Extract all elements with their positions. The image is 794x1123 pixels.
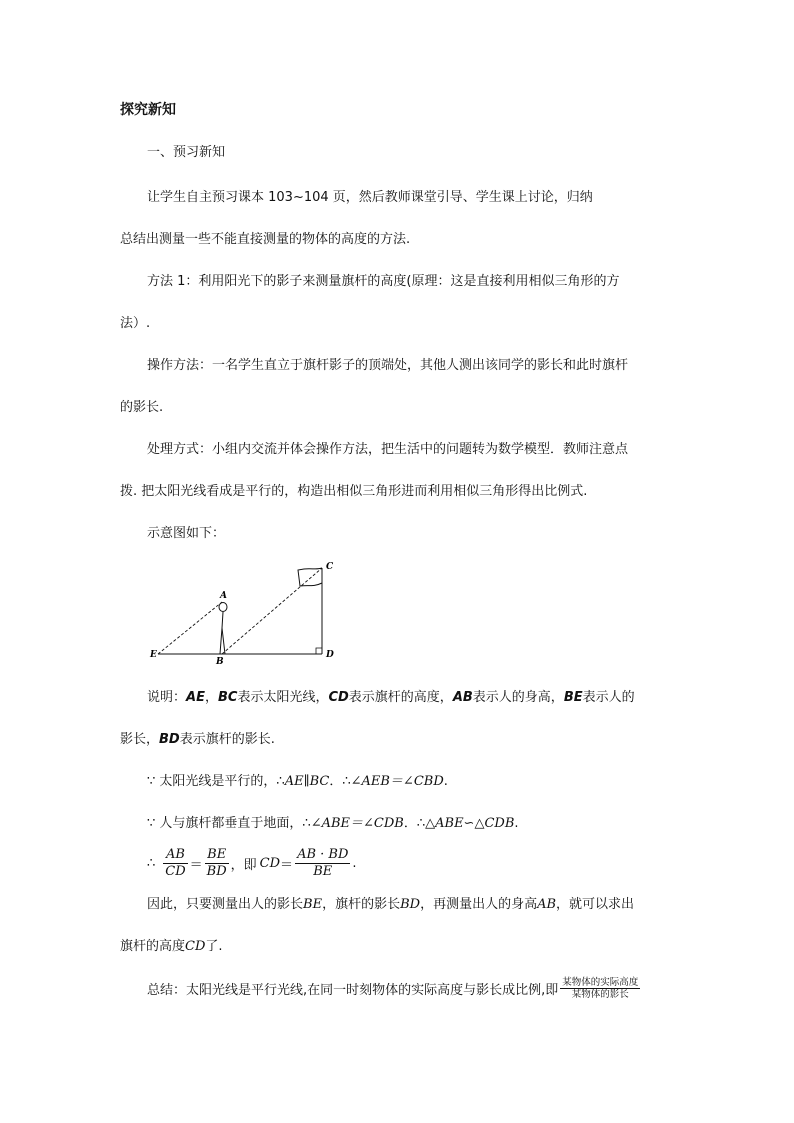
- person-leg-right: [222, 628, 225, 654]
- fraction-be-bd: $\frac{BE}{BD}$: [206, 846, 227, 879]
- conclusion-line-1: 因此，只要测量出人的影长BE，旗杆的影长BD，再测量出人的身高AB，就可以求出: [147, 897, 635, 912]
- label-b: B: [216, 657, 224, 667]
- proof-step-3: ∴ $\frac{AB}{CD}$ ＝ $\frac{BE}{BD}$ ，即 CD ＝ $\frac{AB \cdot BD}{BE}$ .: [147, 846, 357, 879]
- handling-line-2: 拨. 把太阳光线看成是平行的，构造出相似三角形进而利用相似三角形得出比例式.: [120, 484, 588, 499]
- explanation-line-1: 说明：AE，BC表示太阳光线，CD表示旗杆的高度，AB表示人的身高，BE表示人的: [147, 690, 635, 705]
- operation-line-2: 的影长.: [120, 400, 164, 415]
- intro-line-1: 让学生自主预习课本 103~104 页，然后教师课堂引导、学生课上讨论，归纳: [147, 190, 593, 205]
- method1-line-1: 方法 1：利用阳光下的影子来测量旗杆的高度(原理：这是直接利用相似三角形的方: [147, 274, 620, 289]
- explanation-line-2: 影长，BD表示旗杆的影长.: [120, 732, 275, 747]
- person-body: [222, 612, 223, 628]
- section-title: 一、预习新知: [147, 145, 226, 160]
- sunray-ea: [158, 602, 222, 654]
- proof-step-2: ∵ 人与旗杆都垂直于地面，∴∠ABE＝∠CDB．∴△ABE∽△CDB.: [147, 816, 519, 831]
- method1-line-2: 法）.: [120, 316, 151, 331]
- label-a: A: [220, 591, 227, 601]
- flagpole-shadow-diagram: [140, 556, 350, 672]
- fraction-ab-cd: $\frac{AB}{CD}$: [165, 846, 186, 879]
- page-heading: 探究新知: [120, 102, 176, 118]
- handling-line-1: 处理方式：小组内交流并体会操作方法，把生活中的问题转为数学模型．教师注意点: [147, 442, 629, 457]
- person-leg-left: [220, 628, 222, 654]
- summary-fraction: $\frac{\text{某物体的实际高度}}{\text{某物体的影长}}$: [562, 976, 639, 1000]
- right-angle-mark: [316, 648, 322, 654]
- sunray-bc: [222, 568, 322, 654]
- label-d: D: [326, 650, 334, 660]
- conclusion-line-2: 旗杆的高度CD了.: [120, 939, 223, 954]
- operation-line-1: 操作方法：一名学生直立于旗杆影子的顶端处，其他人测出该同学的影长和此时旗杆: [147, 358, 629, 373]
- person-head: [219, 603, 227, 612]
- diagram-intro: 示意图如下：: [147, 526, 226, 541]
- fraction-abbd-be: $\frac{AB \cdot BD}{BE}$: [297, 846, 349, 879]
- label-c: C: [326, 562, 334, 572]
- summary-line: 总结：太阳光线是平行光线,在同一时刻物体的实际高度与影长成比例,即 $\frac{\text{某物体的实际高度}}{\text{某物体的影长}}$: [147, 976, 639, 1000]
- label-e: E: [150, 650, 157, 660]
- intro-line-2: 总结出测量一些不能直接测量的物体的高度的方法.: [120, 232, 411, 247]
- proof-step-1: ∵ 太阳光线是平行的，∴AE∥BC．∴∠AEB＝∠CBD.: [147, 774, 448, 789]
